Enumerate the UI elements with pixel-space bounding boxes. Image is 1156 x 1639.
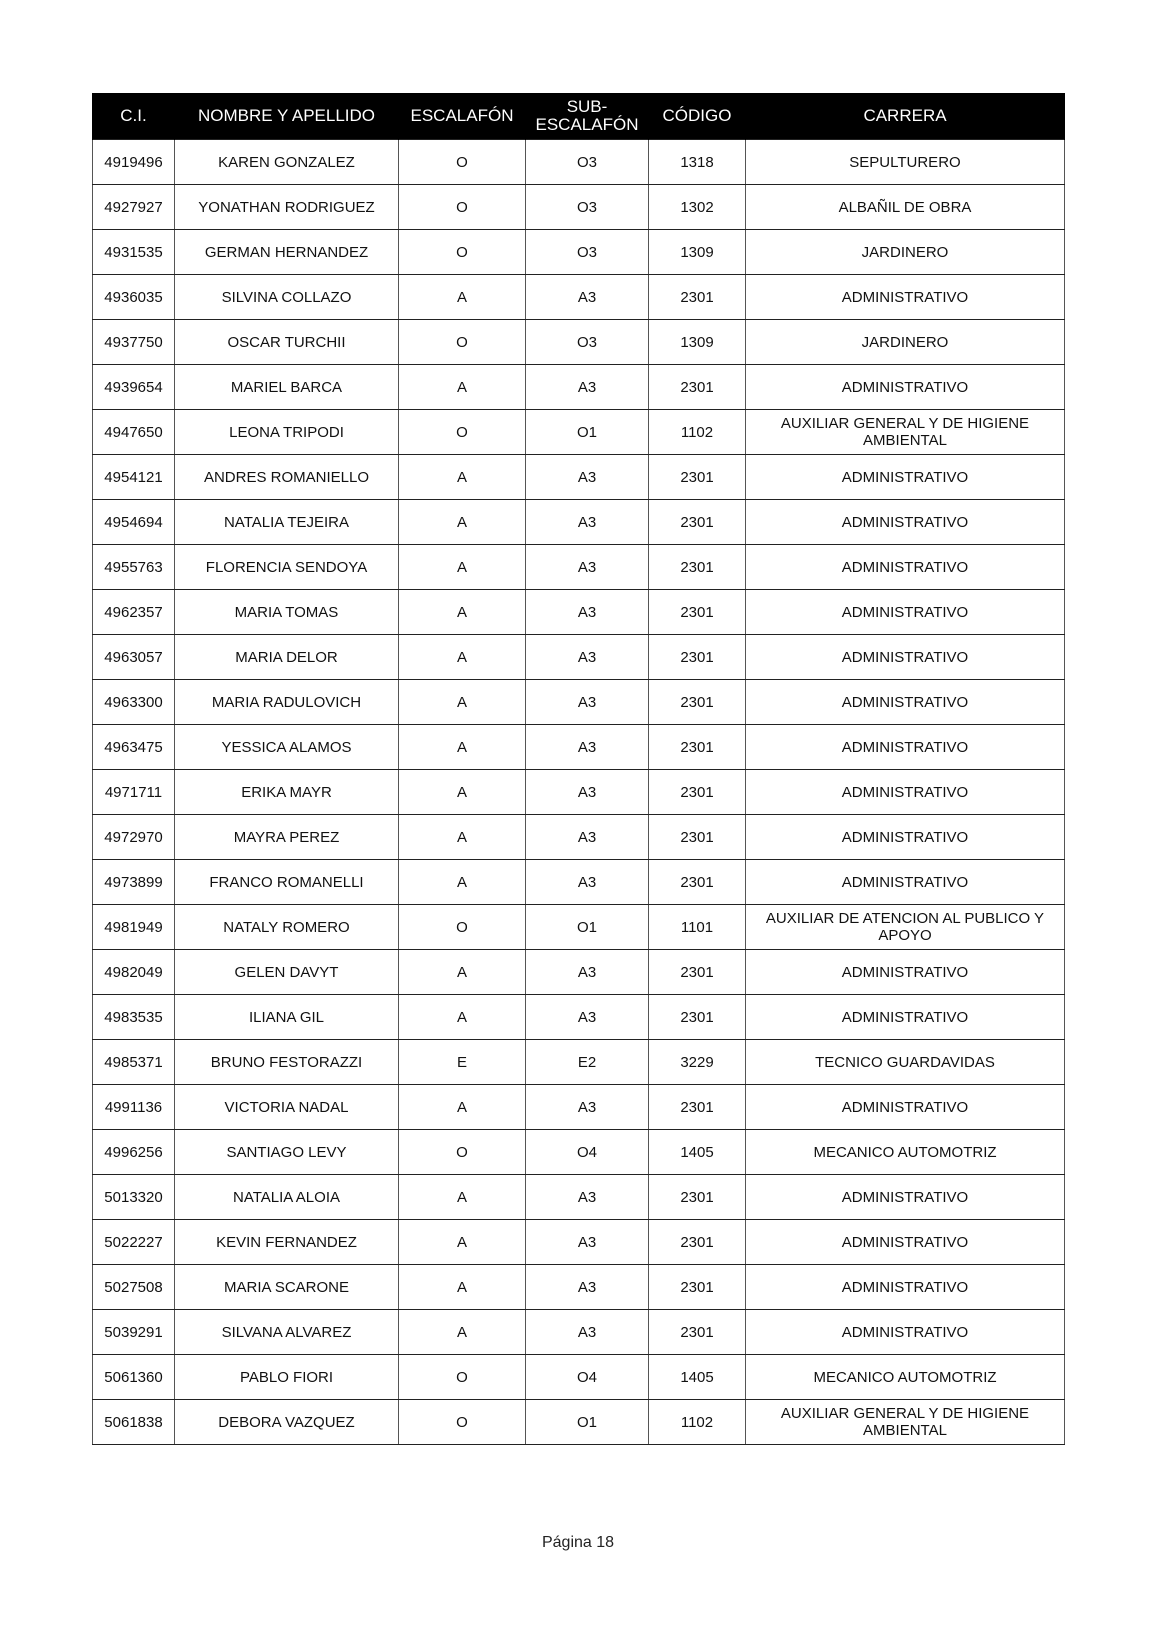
table-row — [93, 635, 1065, 680]
cell-codigo: 2301 — [649, 545, 746, 590]
header-codigo: CÓDIGO — [649, 93, 746, 140]
personnel-table — [92, 93, 1065, 1445]
cell-ci: 4963475 — [93, 725, 175, 770]
cell-nombre: NATALIA TEJEIRA — [175, 500, 399, 545]
cell-ci: 4963300 — [93, 680, 175, 725]
table-row — [93, 320, 1065, 365]
cell-carrera: ADMINISTRATIVO — [746, 275, 1065, 320]
cell-subescalafon: E2 — [526, 1040, 649, 1085]
cell-codigo: 1405 — [649, 1130, 746, 1175]
cell-codigo: 2301 — [649, 500, 746, 545]
cell-nombre: KEVIN FERNANDEZ — [175, 1220, 399, 1265]
cell-subescalafon: A3 — [526, 500, 649, 545]
cell-ci: 4983535 — [93, 995, 175, 1040]
cell-escalafon: A — [399, 275, 526, 320]
cell-subescalafon: A3 — [526, 275, 649, 320]
cell-subescalafon: A3 — [526, 455, 649, 500]
cell-carrera: SEPULTURERO — [746, 140, 1065, 185]
cell-escalafon: A — [399, 590, 526, 635]
cell-ci: 4996256 — [93, 1130, 175, 1175]
cell-escalafon: A — [399, 635, 526, 680]
cell-subescalafon: A3 — [526, 635, 649, 680]
table-row — [93, 545, 1065, 590]
cell-carrera: TECNICO GUARDAVIDAS — [746, 1040, 1065, 1085]
cell-codigo: 2301 — [649, 860, 746, 905]
cell-codigo: 1302 — [649, 185, 746, 230]
cell-codigo: 2301 — [649, 1175, 746, 1220]
header-nombre: NOMBRE Y APELLIDO — [175, 93, 399, 140]
cell-subescalafon: O3 — [526, 185, 649, 230]
cell-escalafon: O — [399, 230, 526, 275]
header-ci: C.I. — [93, 93, 175, 140]
cell-subescalafon: A3 — [526, 1265, 649, 1310]
cell-ci: 4927927 — [93, 185, 175, 230]
header-escalafon: ESCALAFÓN — [399, 93, 526, 140]
cell-nombre: ERIKA MAYR — [175, 770, 399, 815]
cell-subescalafon: O3 — [526, 320, 649, 365]
cell-nombre: MARIA SCARONE — [175, 1265, 399, 1310]
cell-escalafon: A — [399, 1310, 526, 1355]
cell-escalafon: A — [399, 1220, 526, 1265]
cell-escalafon: O — [399, 185, 526, 230]
cell-codigo: 2301 — [649, 680, 746, 725]
cell-codigo: 2301 — [649, 770, 746, 815]
cell-subescalafon: A3 — [526, 860, 649, 905]
cell-ci: 5027508 — [93, 1265, 175, 1310]
cell-ci: 4939654 — [93, 365, 175, 410]
table-row — [93, 1310, 1065, 1355]
cell-escalafon: A — [399, 1085, 526, 1130]
cell-codigo: 2301 — [649, 365, 746, 410]
cell-codigo: 1318 — [649, 140, 746, 185]
cell-subescalafon: A3 — [526, 545, 649, 590]
table-row — [93, 500, 1065, 545]
table-row — [93, 1175, 1065, 1220]
cell-ci: 5039291 — [93, 1310, 175, 1355]
cell-subescalafon: A3 — [526, 950, 649, 995]
header-subescalafon-line1: SUB- — [566, 97, 608, 116]
cell-nombre: VICTORIA NADAL — [175, 1085, 399, 1130]
cell-carrera: ADMINISTRATIVO — [746, 545, 1065, 590]
cell-codigo: 1102 — [649, 1400, 746, 1445]
cell-subescalafon: A3 — [526, 680, 649, 725]
table-row — [93, 680, 1065, 725]
cell-ci: 4947650 — [93, 410, 175, 455]
table-row — [93, 140, 1065, 185]
cell-carrera: ADMINISTRATIVO — [746, 860, 1065, 905]
cell-escalafon: A — [399, 545, 526, 590]
cell-nombre: YONATHAN RODRIGUEZ — [175, 185, 399, 230]
cell-carrera: ADMINISTRATIVO — [746, 680, 1065, 725]
table-row — [93, 1085, 1065, 1130]
cell-escalafon: E — [399, 1040, 526, 1085]
cell-carrera: ADMINISTRATIVO — [746, 455, 1065, 500]
cell-nombre: MAYRA PEREZ — [175, 815, 399, 860]
cell-nombre: KAREN GONZALEZ — [175, 140, 399, 185]
cell-ci: 4991136 — [93, 1085, 175, 1130]
cell-ci: 4972970 — [93, 815, 175, 860]
cell-ci: 4919496 — [93, 140, 175, 185]
cell-escalafon: A — [399, 950, 526, 995]
cell-escalafon: A — [399, 500, 526, 545]
cell-carrera: MECANICO AUTOMOTRIZ — [746, 1130, 1065, 1175]
cell-subescalafon: O3 — [526, 230, 649, 275]
cell-codigo: 1309 — [649, 320, 746, 365]
cell-escalafon: A — [399, 1265, 526, 1310]
cell-ci: 5013320 — [93, 1175, 175, 1220]
cell-carrera: ADMINISTRATIVO — [746, 950, 1065, 995]
cell-subescalafon: O3 — [526, 140, 649, 185]
table-body — [93, 140, 1065, 1445]
cell-carrera: JARDINERO — [746, 320, 1065, 365]
cell-subescalafon: A3 — [526, 1175, 649, 1220]
cell-escalafon: O — [399, 1355, 526, 1400]
cell-ci: 4973899 — [93, 860, 175, 905]
cell-nombre: ANDRES ROMANIELLO — [175, 455, 399, 500]
cell-subescalafon: A3 — [526, 815, 649, 860]
cell-nombre: YESSICA ALAMOS — [175, 725, 399, 770]
cell-escalafon: A — [399, 815, 526, 860]
cell-ci: 4931535 — [93, 230, 175, 275]
cell-subescalafon: O1 — [526, 905, 649, 950]
cell-escalafon: O — [399, 905, 526, 950]
table-row — [93, 1400, 1065, 1445]
cell-nombre: SANTIAGO LEVY — [175, 1130, 399, 1175]
cell-escalafon: A — [399, 770, 526, 815]
cell-subescalafon: O4 — [526, 1130, 649, 1175]
cell-subescalafon: A3 — [526, 725, 649, 770]
cell-codigo: 2301 — [649, 1220, 746, 1265]
cell-nombre: MARIEL BARCA — [175, 365, 399, 410]
cell-carrera: ADMINISTRATIVO — [746, 1265, 1065, 1310]
cell-carrera: JARDINERO — [746, 230, 1065, 275]
table-row — [93, 1040, 1065, 1085]
cell-nombre: NATALIA ALOIA — [175, 1175, 399, 1220]
cell-nombre: FRANCO ROMANELLI — [175, 860, 399, 905]
cell-carrera: AUXILIAR GENERAL Y DE HIGIENE AMBIENTAL — [746, 1400, 1065, 1445]
cell-codigo: 2301 — [649, 455, 746, 500]
cell-ci: 4937750 — [93, 320, 175, 365]
table-row — [93, 1265, 1065, 1310]
cell-subescalafon: A3 — [526, 770, 649, 815]
cell-subescalafon: A3 — [526, 1310, 649, 1355]
cell-carrera: ADMINISTRATIVO — [746, 815, 1065, 860]
cell-codigo: 2301 — [649, 725, 746, 770]
table-row — [93, 365, 1065, 410]
cell-escalafon: A — [399, 455, 526, 500]
cell-ci: 4981949 — [93, 905, 175, 950]
cell-ci: 4962357 — [93, 590, 175, 635]
cell-carrera: MECANICO AUTOMOTRIZ — [746, 1355, 1065, 1400]
cell-codigo: 2301 — [649, 635, 746, 680]
cell-subescalafon: A3 — [526, 1085, 649, 1130]
cell-escalafon: A — [399, 995, 526, 1040]
cell-codigo: 2301 — [649, 815, 746, 860]
table-row — [93, 1220, 1065, 1265]
cell-nombre: GERMAN HERNANDEZ — [175, 230, 399, 275]
page-number: Página 18 — [541, 1534, 615, 1551]
cell-carrera: ADMINISTRATIVO — [746, 1220, 1065, 1265]
cell-nombre: MARIA TOMAS — [175, 590, 399, 635]
cell-codigo: 1102 — [649, 410, 746, 455]
cell-codigo: 2301 — [649, 590, 746, 635]
table-row — [93, 905, 1065, 950]
cell-subescalafon: O4 — [526, 1355, 649, 1400]
cell-carrera: ADMINISTRATIVO — [746, 995, 1065, 1040]
cell-escalafon: O — [399, 140, 526, 185]
cell-carrera: AUXILIAR DE ATENCION AL PUBLICO Y APOYO — [746, 905, 1065, 950]
cell-nombre: OSCAR TURCHII — [175, 320, 399, 365]
table-row — [93, 860, 1065, 905]
cell-nombre: SILVINA COLLAZO — [175, 275, 399, 320]
table-row — [93, 950, 1065, 995]
cell-nombre: BRUNO FESTORAZZI — [175, 1040, 399, 1085]
cell-ci: 4954694 — [93, 500, 175, 545]
cell-codigo: 1101 — [649, 905, 746, 950]
cell-ci: 4954121 — [93, 455, 175, 500]
cell-codigo: 1405 — [649, 1355, 746, 1400]
table-row — [93, 590, 1065, 635]
header-carrera: CARRERA — [746, 93, 1065, 140]
cell-carrera: ADMINISTRATIVO — [746, 365, 1065, 410]
header-subescalafon-line2: ESCALAFÓN — [535, 115, 639, 134]
cell-codigo: 1309 — [649, 230, 746, 275]
cell-subescalafon: A3 — [526, 995, 649, 1040]
cell-carrera: AUXILIAR GENERAL Y DE HIGIENE AMBIENTAL — [746, 410, 1065, 455]
cell-escalafon: A — [399, 365, 526, 410]
cell-nombre: ILIANA GIL — [175, 995, 399, 1040]
cell-nombre: NATALY ROMERO — [175, 905, 399, 950]
table-row — [93, 1355, 1065, 1400]
cell-nombre: LEONA TRIPODI — [175, 410, 399, 455]
cell-ci: 4963057 — [93, 635, 175, 680]
cell-carrera: ADMINISTRATIVO — [746, 1175, 1065, 1220]
cell-codigo: 2301 — [649, 1265, 746, 1310]
cell-codigo: 2301 — [649, 275, 746, 320]
cell-nombre: PABLO FIORI — [175, 1355, 399, 1400]
cell-carrera: ADMINISTRATIVO — [746, 635, 1065, 680]
cell-carrera: ADMINISTRATIVO — [746, 590, 1065, 635]
table-row — [93, 770, 1065, 815]
cell-carrera: ADMINISTRATIVO — [746, 725, 1065, 770]
cell-codigo: 2301 — [649, 1085, 746, 1130]
cell-ci: 4955763 — [93, 545, 175, 590]
cell-escalafon: O — [399, 320, 526, 365]
cell-escalafon: O — [399, 1130, 526, 1175]
table-row — [93, 185, 1065, 230]
cell-carrera: ADMINISTRATIVO — [746, 500, 1065, 545]
cell-nombre: FLORENCIA SENDOYA — [175, 545, 399, 590]
cell-carrera: ADMINISTRATIVO — [746, 1085, 1065, 1130]
cell-ci: 4936035 — [93, 275, 175, 320]
table-row — [93, 455, 1065, 500]
table-row — [93, 1130, 1065, 1175]
cell-nombre: MARIA RADULOVICH — [175, 680, 399, 725]
cell-subescalafon: A3 — [526, 590, 649, 635]
cell-codigo: 2301 — [649, 950, 746, 995]
cell-ci: 5022227 — [93, 1220, 175, 1265]
cell-escalafon: A — [399, 1175, 526, 1220]
table-row — [93, 275, 1065, 320]
cell-ci: 4971711 — [93, 770, 175, 815]
cell-escalafon: A — [399, 725, 526, 770]
cell-nombre: SILVANA ALVAREZ — [175, 1310, 399, 1355]
table-row — [93, 815, 1065, 860]
cell-ci: 4982049 — [93, 950, 175, 995]
cell-subescalafon: A3 — [526, 1220, 649, 1265]
header-subescalafon — [526, 93, 649, 140]
table-row — [93, 230, 1065, 275]
cell-nombre: MARIA DELOR — [175, 635, 399, 680]
cell-codigo: 2301 — [649, 1310, 746, 1355]
cell-carrera: ALBAÑIL DE OBRA — [746, 185, 1065, 230]
cell-escalafon: O — [399, 410, 526, 455]
table-row — [93, 410, 1065, 455]
cell-nombre: GELEN DAVYT — [175, 950, 399, 995]
cell-escalafon: A — [399, 860, 526, 905]
cell-escalafon: A — [399, 680, 526, 725]
table-row — [93, 725, 1065, 770]
cell-subescalafon: A3 — [526, 365, 649, 410]
cell-escalafon: O — [399, 1400, 526, 1445]
cell-nombre: DEBORA VAZQUEZ — [175, 1400, 399, 1445]
table-row — [93, 995, 1065, 1040]
cell-ci: 4985371 — [93, 1040, 175, 1085]
cell-ci: 5061838 — [93, 1400, 175, 1445]
cell-carrera: ADMINISTRATIVO — [746, 770, 1065, 815]
cell-carrera: ADMINISTRATIVO — [746, 1310, 1065, 1355]
table-header — [93, 93, 1065, 140]
cell-subescalafon: O1 — [526, 1400, 649, 1445]
cell-ci: 5061360 — [93, 1355, 175, 1400]
cell-subescalafon: O1 — [526, 410, 649, 455]
cell-codigo: 2301 — [649, 995, 746, 1040]
cell-codigo: 3229 — [649, 1040, 746, 1085]
